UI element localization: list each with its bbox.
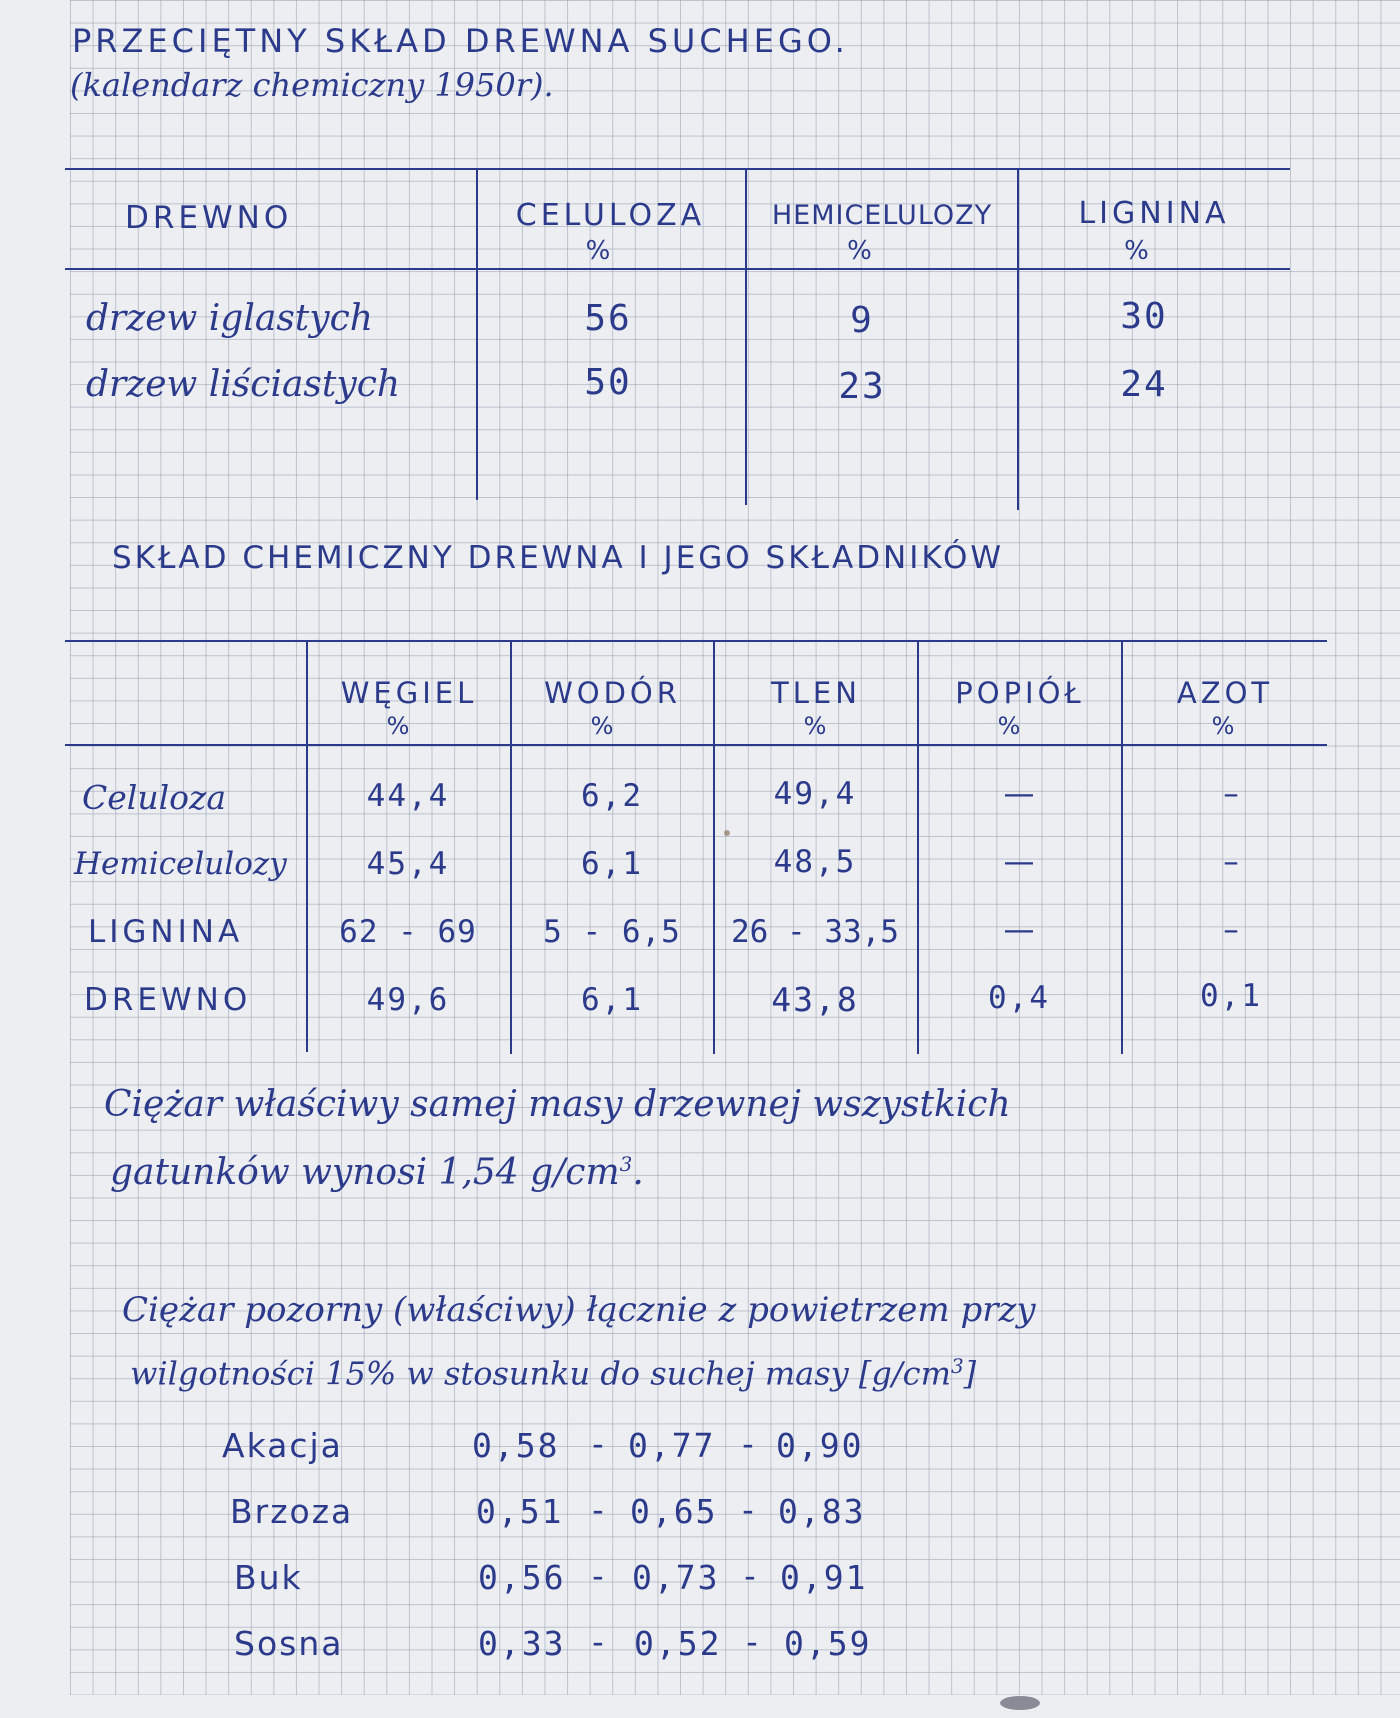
- table2-row-label: Celuloza: [82, 778, 227, 817]
- table2-unit: %: [1211, 712, 1235, 740]
- table2-cell: 5 - 6,5: [543, 914, 681, 950]
- table2-cell: 45,4: [366, 846, 450, 882]
- note1-line1: Ciężar właściwy samej masy drzewnej wszystkich: [104, 1084, 1011, 1125]
- table2-header-rule: [65, 744, 1327, 746]
- species-value-low: 0,33: [478, 1624, 566, 1663]
- table2-cell: 0,1: [1200, 978, 1262, 1014]
- species-value-low: 0,56: [478, 1558, 566, 1597]
- page-title: PRZECIĘTNY SKŁAD DREWNA SUCHEGO.: [72, 22, 849, 60]
- table2-header-wegiel: WĘGIEL: [340, 676, 478, 710]
- table2-cell: 6,2: [581, 778, 643, 814]
- species-value-mid: 0,77: [628, 1426, 716, 1465]
- table1-top-rule: [65, 168, 1290, 170]
- table1-cell: 9: [850, 300, 874, 341]
- table1-header-drewno: DREWNO: [125, 200, 293, 236]
- table2-cell: 43,8: [771, 980, 859, 1019]
- table1-header-rule: [65, 268, 1290, 270]
- range-separator: -: [738, 1424, 760, 1463]
- table1-cell: 30: [1120, 296, 1168, 337]
- species-value-low: 0,51: [476, 1492, 564, 1531]
- note2-line2: wilgotności 15% w stosunku do suchej masy $[g/cm^3]$: [130, 1354, 977, 1393]
- page-bottom-margin: [0, 1695, 1400, 1718]
- table1-unit-hemicelulozy: %: [847, 236, 872, 266]
- table2-cell: —: [1003, 844, 1035, 880]
- species-name: Sosna: [234, 1624, 344, 1663]
- table2-cell: 62 - 69: [339, 914, 477, 950]
- note1-line2: gatunków wynosi 1,54 $g/cm^3$.: [110, 1152, 644, 1193]
- species-value-high: 0,91: [780, 1558, 868, 1597]
- table1-cell: 50: [584, 362, 632, 403]
- table1-unit-lignina: %: [1124, 236, 1149, 266]
- table2-row-label: Hemicelulozy: [74, 846, 287, 882]
- species-value-low: 0,58: [472, 1426, 560, 1465]
- species-value-mid: 0,73: [632, 1558, 720, 1597]
- range-separator: -: [588, 1622, 610, 1661]
- table2-header-wodor: WODÓR: [544, 676, 681, 710]
- range-separator: -: [588, 1424, 610, 1463]
- table2-cell: 6,1: [581, 846, 643, 882]
- table1-cell: 23: [838, 366, 886, 407]
- page-left-margin: [0, 0, 70, 1718]
- table1-row-label: drzew liściastych: [86, 364, 401, 405]
- species-value-mid: 0,65: [630, 1492, 718, 1531]
- table1-header-lignina: LIGNINA: [1078, 196, 1230, 231]
- table1-cell: 56: [584, 298, 632, 339]
- range-separator: -: [588, 1556, 610, 1595]
- page-subtitle: (kalendarz chemiczny 1950r).: [70, 66, 554, 104]
- ink-stain: [724, 830, 730, 836]
- species-name: Brzoza: [230, 1492, 354, 1531]
- table1-row-label: drzew iglastych: [86, 298, 373, 339]
- table1-header-celuloza: CELULOZA: [515, 198, 706, 233]
- section2-title: SKŁAD CHEMICZNY DREWNA I JEGO SKŁADNIKÓW: [112, 540, 1005, 576]
- table2-cell: –: [1223, 776, 1239, 812]
- range-separator: -: [740, 1556, 762, 1595]
- table2-unit: %: [590, 712, 614, 740]
- species-name: Buk: [234, 1558, 303, 1597]
- table2-cell: 44,4: [366, 778, 450, 814]
- table2-cell: –: [1223, 844, 1239, 880]
- table2-cell: –: [1223, 912, 1239, 948]
- ink-smudge: [1000, 1696, 1040, 1710]
- table2-cell: 49,4: [773, 776, 857, 812]
- table2-unit: %: [997, 712, 1021, 740]
- table2-row-label: DREWNO: [84, 982, 252, 1018]
- table2-cell: 49,6: [366, 982, 450, 1018]
- species-value-high: 0,90: [776, 1426, 864, 1465]
- table2-header-tlen: TLEN: [771, 676, 861, 710]
- table2-unit: %: [386, 712, 410, 740]
- species-name: Akacja: [222, 1426, 343, 1465]
- table2-cell: 48,5: [773, 844, 857, 880]
- table2-cell: 26 - 33,5: [731, 914, 899, 950]
- species-value-high: 0,59: [784, 1624, 872, 1663]
- table2-row-label: LIGNINA: [88, 914, 244, 950]
- table2-top-rule: [65, 640, 1327, 642]
- range-separator: -: [738, 1490, 760, 1529]
- table2-cell: —: [1003, 912, 1035, 948]
- table2-unit: %: [803, 712, 827, 740]
- range-separator: -: [742, 1622, 764, 1661]
- table2-header-popiol: POPIÓŁ: [955, 676, 1085, 710]
- range-separator: -: [588, 1490, 610, 1529]
- note2-line1: Ciężar pozorny (właściwy) łącznie z powietrzem przy: [122, 1290, 1036, 1330]
- table2-cell: 6,1: [581, 982, 643, 1018]
- table2-header-azot: AZOT: [1176, 676, 1274, 710]
- table1-header-hemicelulozy: HEMICELULOZY: [771, 200, 993, 231]
- table1-unit-celuloza: %: [585, 236, 611, 266]
- table2-cell: 0,4: [988, 980, 1050, 1016]
- table1-cell: 24: [1120, 364, 1168, 405]
- species-value-mid: 0,52: [634, 1624, 722, 1663]
- table2-cell: —: [1003, 776, 1035, 812]
- species-value-high: 0,83: [778, 1492, 866, 1531]
